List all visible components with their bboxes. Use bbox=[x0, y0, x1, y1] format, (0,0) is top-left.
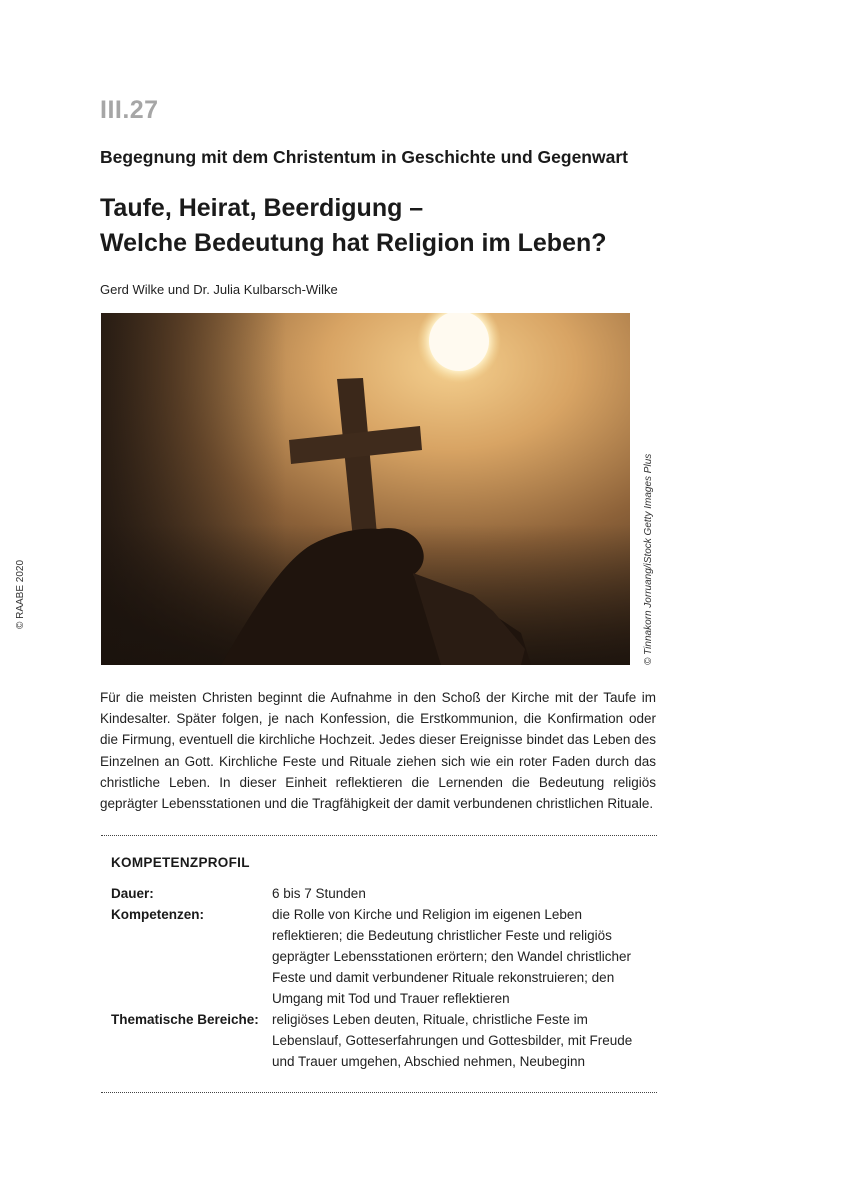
page-title-line-2: Welche Bedeutung hat Religion im Leben? bbox=[100, 229, 607, 257]
photo-credit bbox=[633, 313, 653, 665]
profile-value: 6 bis 7 Stunden bbox=[272, 886, 366, 901]
cross-photo-illustration bbox=[101, 313, 630, 665]
profile-label: Thematische Bereiche: bbox=[111, 1012, 259, 1027]
profile-row-topics bbox=[111, 1009, 651, 1073]
profile-label: Dauer: bbox=[111, 886, 154, 901]
profile-value: die Rolle von Kirche und Religion im eigenen Leben reflektieren; die Bedeutung christlicher Feste und religiös geprägter Lebensstationen erörtern; den Wandel christlicher Feste und damit verbundener Rituale rekonstruieren; den Umgang mit Tod und Trauer reflektieren bbox=[272, 907, 631, 1006]
profile-row-competences bbox=[111, 904, 651, 1010]
divider-bottom bbox=[101, 1092, 657, 1093]
profile-label: Kompetenzen: bbox=[111, 907, 205, 922]
series-title: Begegnung mit dem Christentum in Geschichte und Gegenwart bbox=[100, 147, 628, 167]
copyright-note bbox=[15, 555, 32, 635]
intro-paragraph: Für die meisten Christen beginnt die Aufnahme in den Schoß der Kirche mit der Taufe im Kindesalter. Später folgen, je nach Konfession, die Erstkommunion, die Konfirmation oder die Firmung, eventuell die kirchliche Hochzeit. Jedes dieser Ereignisse bindet das Leben des Einzelnen an Gott. Kirchliche Feste und Rituale ziehen sich wie ein roter Faden durch das christliche Leben. In dieser Einheit reflektieren die Lernenden die Bedeutung religiös geprägter Lebensstationen und die Tragfähigkeit der damit verbundenen christlichen Rituale. bbox=[100, 690, 656, 812]
authors: Gerd Wilke und Dr. Julia Kulbarsch-Wilke bbox=[100, 282, 338, 297]
copyright-text: © RAABE 2020 bbox=[15, 559, 27, 630]
photo-credit-text: © Tinnakorn Jorruang/iStock Getty Images Plus bbox=[643, 453, 654, 665]
profile-value: religiöses Leben deuten, Rituale, christliche Feste im Lebenslauf, Gotteserfahrungen und Gottesbilder, mit Freude und Trauer umgehen, Abschied nehmen, Neubeginn bbox=[272, 1012, 633, 1069]
divider-top bbox=[101, 835, 657, 836]
profile-row-duration bbox=[111, 883, 651, 905]
unit-number: III.27 bbox=[100, 96, 159, 124]
hero-photo bbox=[101, 313, 630, 665]
profile-heading: KOMPETENZPROFIL bbox=[111, 855, 250, 870]
page-title-line-1: Taufe, Heirat, Beerdigung – bbox=[100, 194, 424, 222]
page-title bbox=[100, 191, 700, 261]
